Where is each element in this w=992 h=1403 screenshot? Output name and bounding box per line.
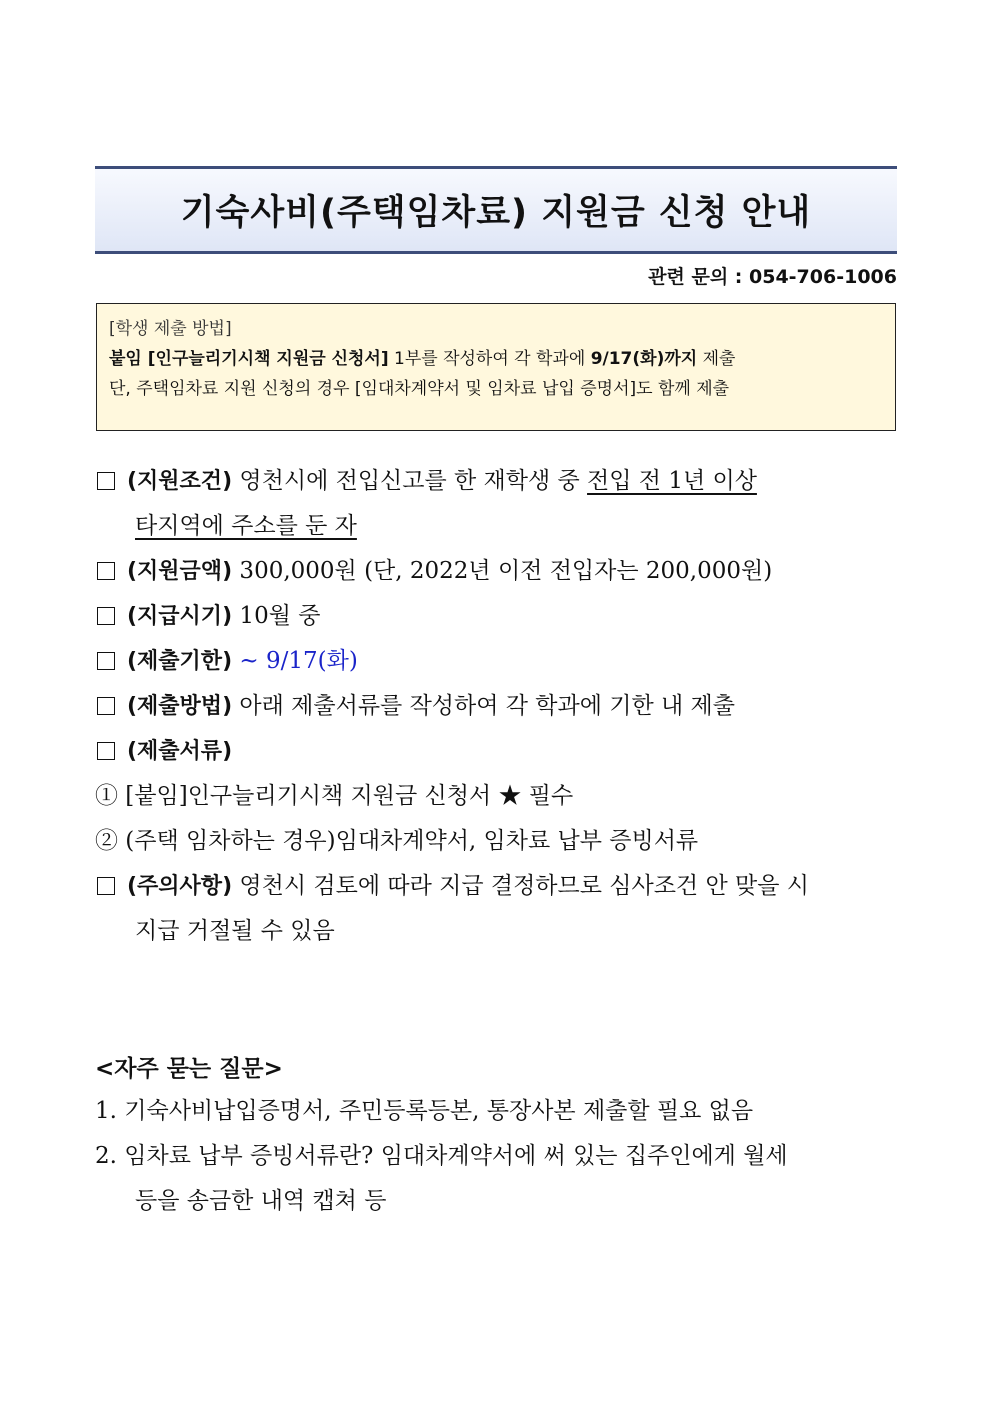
item-underlined-text: 타지역에 주소를 둔 자 — [135, 513, 357, 539]
item-text: 300,000원 (단, 2022년 이전 전입자는 200,000원) — [232, 558, 773, 584]
checkbox-square-icon — [97, 607, 115, 625]
faq-item-2: 2. 임차료 납부 증빙서류란? 임대차계약서에 써 있는 집주인에게 월세 — [95, 1143, 788, 1169]
notice-attachment: 붙임 [인구늘리기시책 지원금 신청서] — [109, 349, 389, 369]
item-label: (지급시기) — [127, 604, 233, 629]
checkbox-square-icon — [97, 562, 115, 580]
notice-line-1 — [109, 344, 883, 374]
checkbox-square-icon — [97, 742, 115, 760]
document-2: ② (주택 임차하는 경우)임대차계약서, 임차료 납부 증빙서류 — [95, 828, 699, 854]
item-label: (지원금액) — [127, 559, 233, 584]
item-condition-continued — [95, 511, 937, 541]
document-1: ① [붙임]인구늘리기시책 지원금 신청서 ★ 필수 — [95, 783, 574, 809]
item-deadline — [95, 646, 897, 677]
item-caution — [95, 871, 897, 902]
faq-item-1: 1. 기숙사비납입증명서, 주민등록등본, 통장사본 제출할 필요 없음 — [95, 1098, 754, 1124]
item-label: (주의사항) — [127, 874, 233, 899]
item-timing — [95, 601, 897, 632]
submission-notice-box — [96, 303, 896, 431]
item-method — [95, 691, 897, 722]
item-text: 10월 중 — [232, 603, 321, 629]
item-caution-continued: 지급 거절될 수 있음 — [135, 918, 335, 944]
notice-text: 1부를 작성하여 각 학과에 — [388, 349, 591, 369]
notice-submit: 제출 — [697, 349, 736, 369]
notice-deadline: 9/17(화)까지 — [590, 349, 698, 369]
item-label: (제출방법) — [127, 694, 233, 719]
item-condition — [95, 466, 897, 497]
notice-line-2: 단, 주택임차료 지원 신청의 경우 [임대차계약서 및 임차료 납입 증명서]도 함께 제출 — [109, 379, 730, 399]
notice-heading: [학생 제출 방법] — [109, 319, 232, 339]
item-text: 아래 제출서류를 작성하여 각 학과에 기한 내 제출 — [232, 693, 735, 719]
item-label: (제출서류) — [127, 739, 233, 764]
item-text: 영천시에 전입신고를 한 재학생 중 — [232, 468, 588, 494]
item-label: (제출기한) — [127, 649, 233, 674]
checkbox-square-icon — [97, 652, 115, 670]
item-label: (지원조건) — [127, 469, 233, 494]
item-text: 영천시 검토에 따라 지급 결정하므로 심사조건 안 맞을 시 — [232, 873, 809, 899]
item-underlined-text: 전입 전 1년 이상 — [587, 468, 757, 494]
item-documents — [95, 736, 897, 767]
contact-info: 관련 문의 : 054-706-1006 — [648, 266, 897, 288]
checkbox-square-icon — [97, 472, 115, 490]
faq-item-2-continued: 등을 송금한 내역 캡쳐 등 — [135, 1188, 387, 1214]
title-banner — [95, 166, 897, 254]
page-title: 기숙사비(주택임차료) 지원금 신청 안내 — [180, 193, 812, 233]
deadline-date: ~ 9/17(화) — [232, 648, 358, 674]
checkbox-square-icon — [97, 697, 115, 715]
checkbox-square-icon — [97, 877, 115, 895]
faq-title: <자주 묻는 질문> — [95, 1056, 283, 1082]
item-amount — [95, 556, 897, 587]
